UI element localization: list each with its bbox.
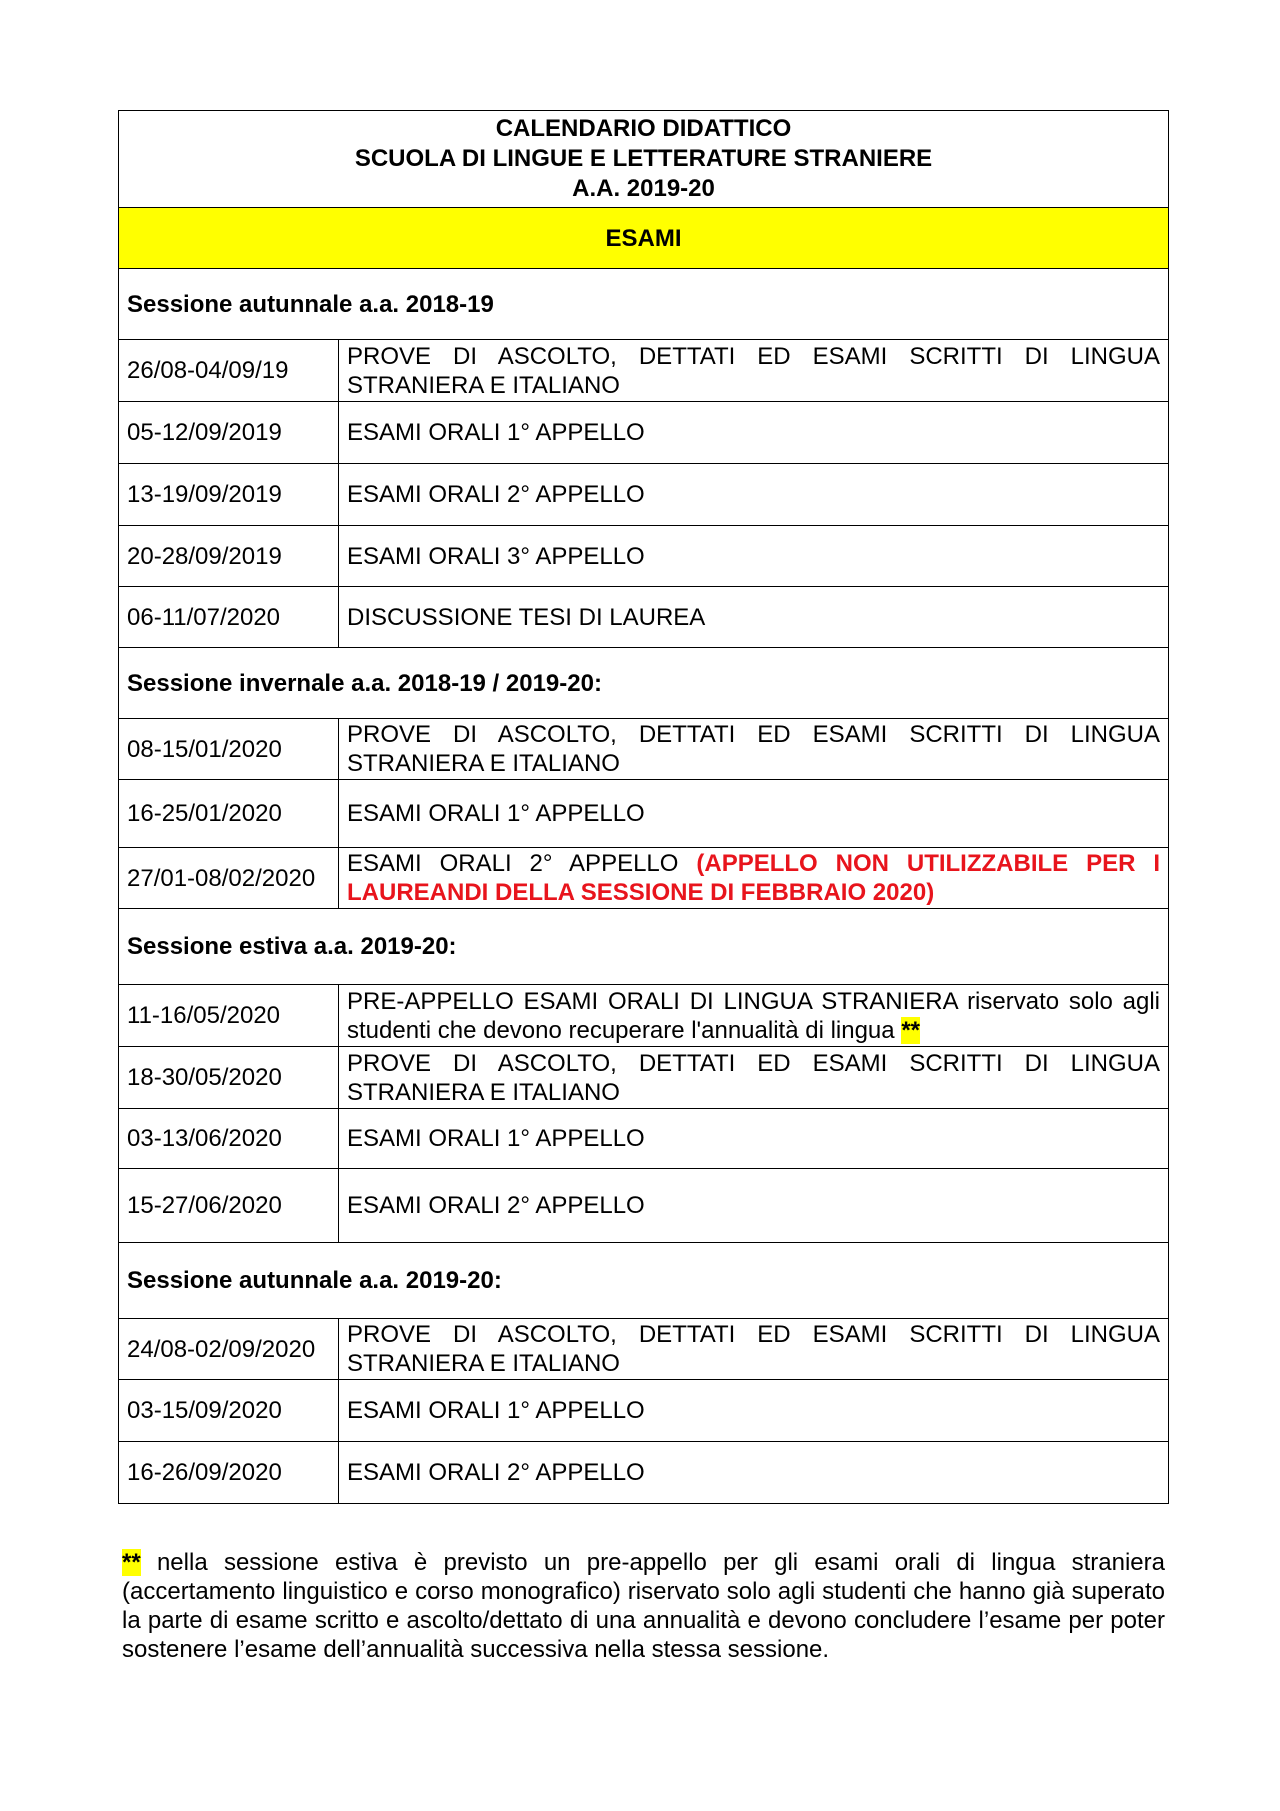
- row-description-text: PRE-APPELLO ESAMI ORALI DI LINGUA STRANIERA riservato solo agli studenti che devono recuperare l'annualità di lingua: [347, 987, 1160, 1044]
- row-description: PROVE DI ASCOLTO, DETTATI ED ESAMI SCRITTI DI LINGUA STRANIERA E ITALIANO: [339, 719, 1169, 780]
- row-date: 03-15/09/2020: [119, 1380, 339, 1442]
- row-description: ESAMI ORALI 1° APPELLO: [339, 1380, 1169, 1442]
- table-row: [119, 1109, 1169, 1169]
- row-date: 06-11/07/2020: [119, 587, 339, 648]
- row-date: 11-16/05/2020: [119, 985, 339, 1047]
- row-date: 18-30/05/2020: [119, 1047, 339, 1109]
- table-row: [119, 526, 1169, 587]
- footnote-marker: **: [122, 1549, 141, 1576]
- table-row: [119, 780, 1169, 848]
- row-description: PROVE DI ASCOLTO, DETTATI ED ESAMI SCRITTI DI LINGUA STRANIERA E ITALIANO: [339, 1319, 1169, 1380]
- row-description: ESAMI ORALI 1° APPELLO: [339, 780, 1169, 848]
- row-date: 16-25/01/2020: [119, 780, 339, 848]
- table-row: [119, 587, 1169, 648]
- session-title: Sessione autunnale a.a. 2019-20:: [119, 1243, 1169, 1319]
- table-row: [119, 1047, 1169, 1109]
- session-header-row: [119, 909, 1169, 985]
- row-description: ESAMI ORALI 1° APPELLO: [339, 1109, 1169, 1169]
- title-line-3: A.A. 2019-20: [572, 175, 715, 202]
- row-date: 15-27/06/2020: [119, 1169, 339, 1243]
- table-row: [119, 402, 1169, 464]
- title-line-2: SCUOLA DI LINGUE E LETTERATURE STRANIERE: [354, 145, 933, 172]
- table-row: [119, 1442, 1169, 1504]
- title-line-1: CALENDARIO DIDATTICO: [495, 115, 792, 142]
- session-title: Sessione invernale a.a. 2018-19 / 2019-20:: [119, 648, 1169, 719]
- esami-section-label: ESAMI: [119, 208, 1169, 269]
- footnote-text: nella sessione estiva è previsto un pre-appello per gli esami orali di lingua straniera (accertamento linguistico e corso monografico) riservato solo agli studenti che hanno già superato la parte di esame scritto e ascolto/dettato di una annualità e devono concludere l’esame per poter sostenere l’esame dell’annualità successiva nella stessa sessione.: [122, 1549, 1165, 1663]
- table-row: [119, 340, 1169, 402]
- row-description: ESAMI ORALI 1° APPELLO: [339, 402, 1169, 464]
- row-date: 16-26/09/2020: [119, 1442, 339, 1504]
- row-description: [339, 848, 1169, 909]
- row-date: 08-15/01/2020: [119, 719, 339, 780]
- row-description: PROVE DI ASCOLTO, DETTATI ED ESAMI SCRITTI DI LINGUA STRANIERA E ITALIANO: [339, 1047, 1169, 1109]
- row-description: ESAMI ORALI 2° APPELLO: [339, 1169, 1169, 1243]
- row-date: 13-19/09/2019: [119, 464, 339, 526]
- row-date: 03-13/06/2020: [119, 1109, 339, 1169]
- session-header-row: [119, 269, 1169, 340]
- table-row: [119, 985, 1169, 1047]
- row-description: [339, 985, 1169, 1047]
- table-row: [119, 464, 1169, 526]
- esami-row: [119, 208, 1169, 269]
- session-title: Sessione autunnale a.a. 2018-19: [119, 269, 1169, 340]
- row-description: ESAMI ORALI 2° APPELLO: [339, 1442, 1169, 1504]
- row-description: PROVE DI ASCOLTO, DETTATI ED ESAMI SCRITTI DI LINGUA STRANIERA E ITALIANO: [339, 340, 1169, 402]
- table-row: [119, 848, 1169, 909]
- footnote-marker: **: [901, 1016, 920, 1044]
- row-date: 24/08-02/09/2020: [119, 1319, 339, 1380]
- exam-calendar-table: [118, 110, 1169, 1504]
- session-header-row: [119, 1243, 1169, 1319]
- row-date: 05-12/09/2019: [119, 402, 339, 464]
- warning-note: (APPELLO NON UTILIZZABILE PER I LAUREANDI DELLA SESSIONE DI FEBBRAIO 2020): [347, 850, 1160, 906]
- table-row: [119, 1319, 1169, 1380]
- table-row: [119, 719, 1169, 780]
- row-description: DISCUSSIONE TESI DI LAUREA: [339, 587, 1169, 648]
- row-date: 20-28/09/2019: [119, 526, 339, 587]
- session-header-row: [119, 648, 1169, 719]
- row-date: 27/01-08/02/2020: [119, 848, 339, 909]
- table-row: [119, 1169, 1169, 1243]
- row-description-text: ESAMI ORALI 2° APPELLO: [347, 850, 679, 877]
- row-date: 26/08-04/09/19: [119, 340, 339, 402]
- table-row: [119, 1380, 1169, 1442]
- session-title: Sessione estiva a.a. 2019-20:: [119, 909, 1169, 985]
- footnote: [122, 1548, 1165, 1664]
- document-title: [119, 111, 1169, 208]
- row-description: ESAMI ORALI 3° APPELLO: [339, 526, 1169, 587]
- title-row: [119, 111, 1169, 208]
- row-description: ESAMI ORALI 2° APPELLO: [339, 464, 1169, 526]
